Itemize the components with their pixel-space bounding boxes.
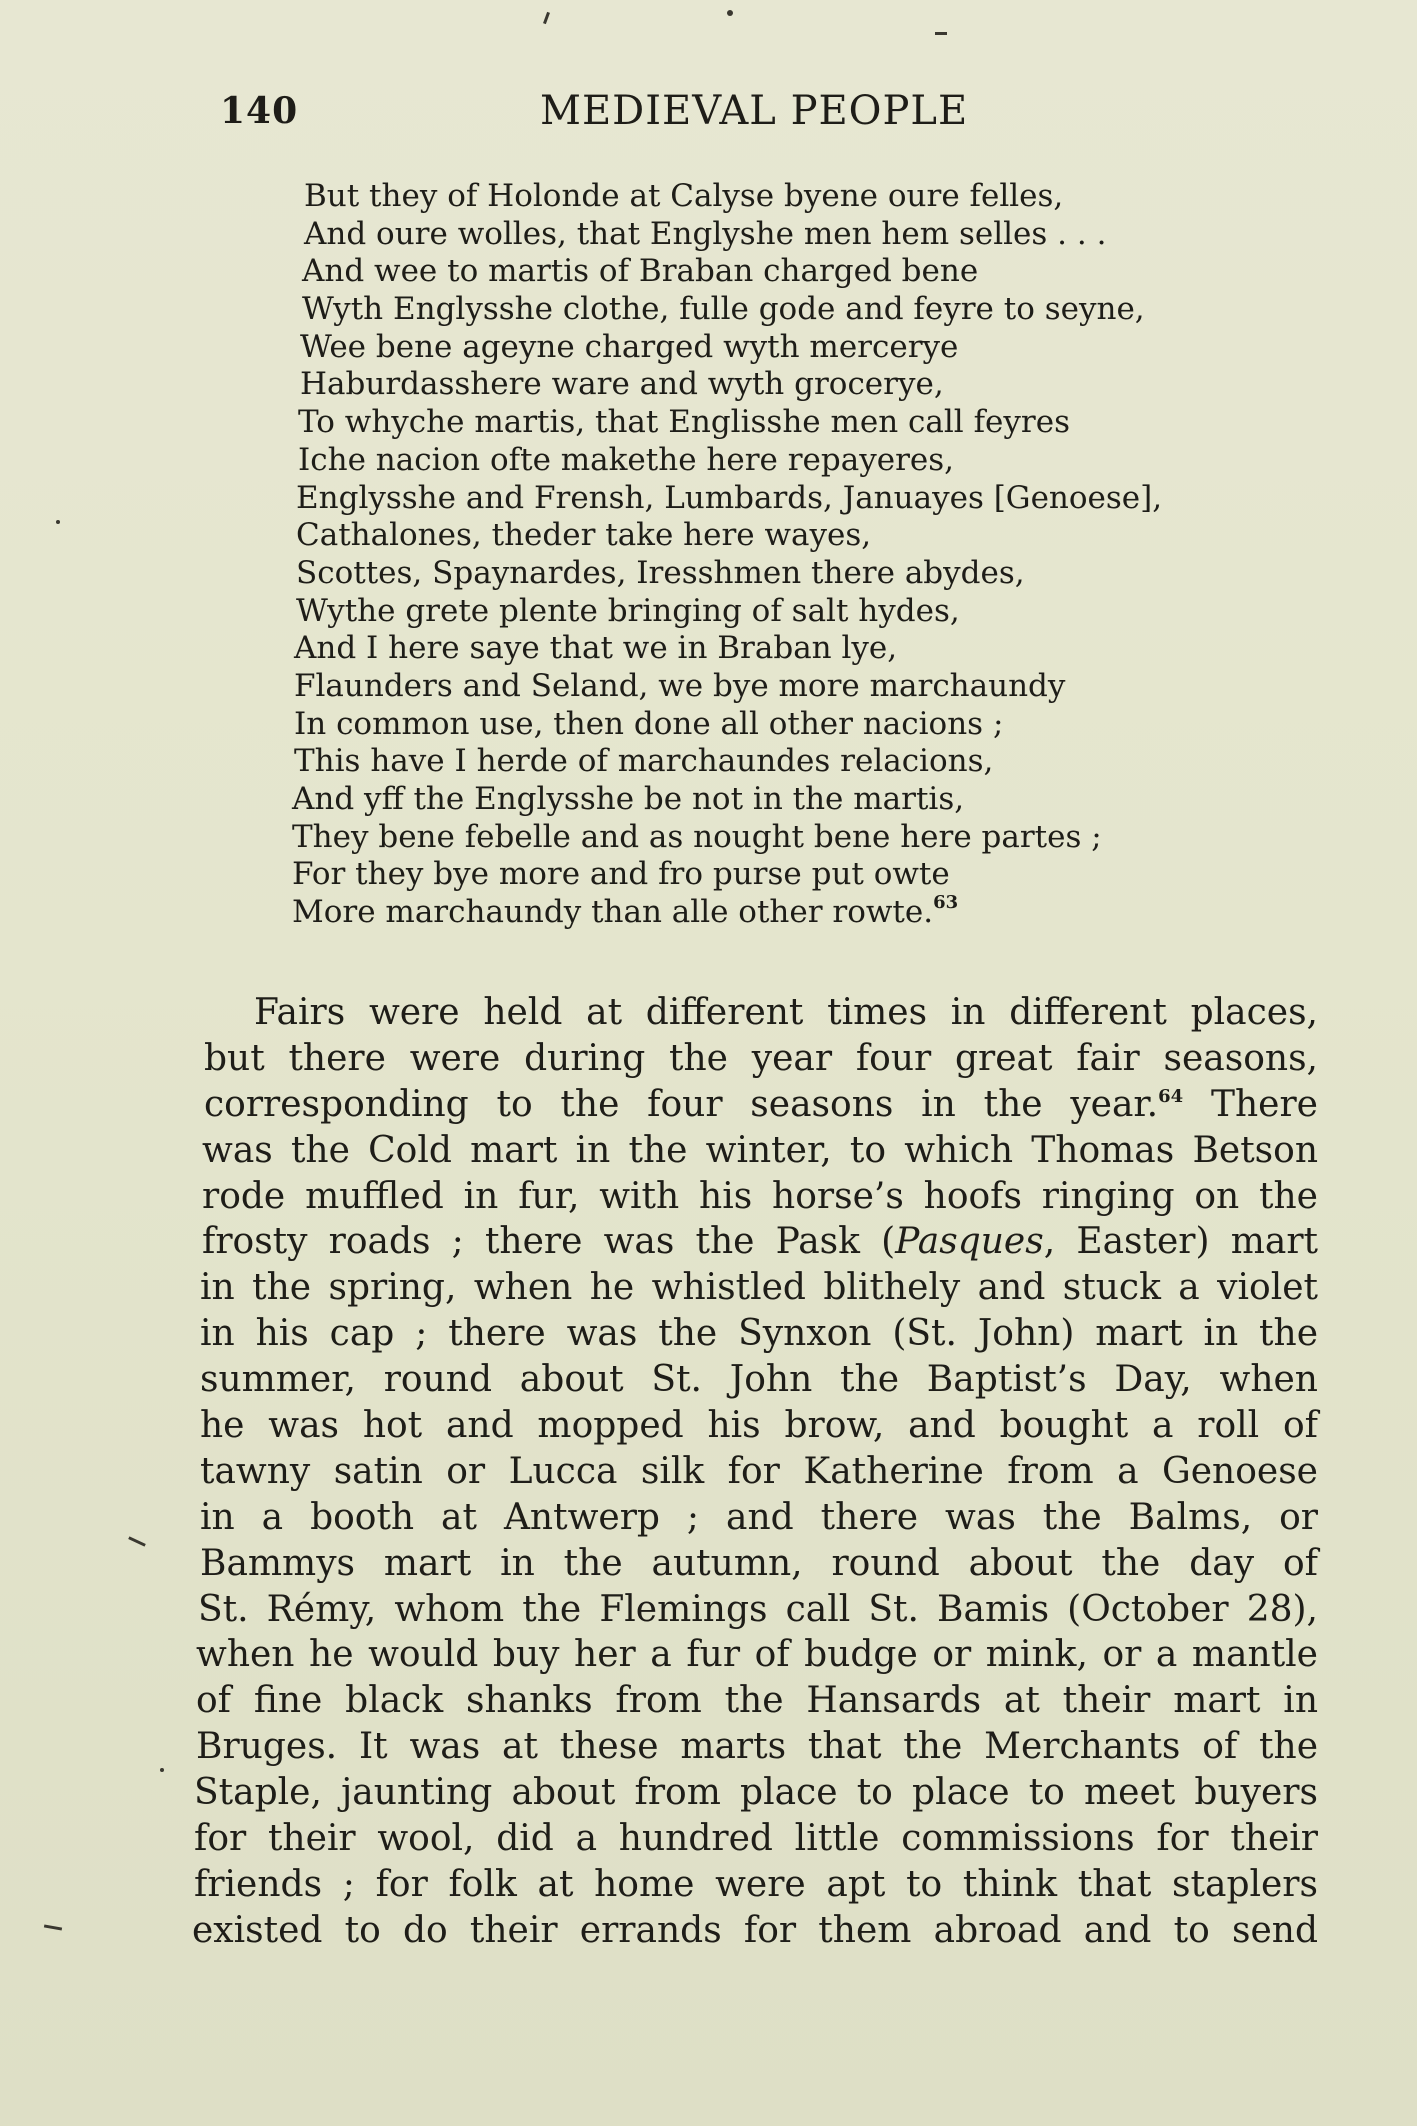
verse-quotation	[292, 178, 1292, 932]
paragraph-line-text: corresponding to the four seasons in the year.	[204, 1083, 1159, 1125]
ink-speck	[727, 10, 733, 16]
verse-line: For they bye more and fro purse put owte	[292, 856, 950, 893]
paragraph-line: rode muffled in fur, with his horse’s hoofs ringing on the	[202, 1175, 1318, 1217]
verse-line: Wyth Englysshe clothe, fulle gode and feyre to seyne,	[302, 291, 1145, 328]
verse-line: And oure wolles, that Englyshe men hem selles . . .	[304, 215, 1107, 252]
paragraph-line	[202, 1219, 1318, 1265]
verse-line: To whyche martis, that Englisshe men call feyres	[298, 404, 1070, 441]
paragraph-line: Fairs were held at different times in different places,	[254, 992, 1318, 1033]
verse-line: Flaunders and Seland, we bye more marchaundy	[294, 667, 1066, 704]
paragraph-line: in his cap ; there was the Synxon (St. John) mart in the	[200, 1313, 1318, 1355]
ink-speck	[128, 1536, 146, 1546]
verse-line: And wee to martis of Braban charged bene	[302, 253, 979, 290]
paragraph-line: friends ; for folk at home were apt to think that staplers	[194, 1863, 1318, 1905]
ink-speck	[935, 32, 947, 35]
paragraph-line: for their wool, did a hundred little commissions for their	[194, 1818, 1318, 1860]
paragraph-line: existed to do their errands for them abroad and to send	[192, 1909, 1318, 1951]
paragraph-line: in the spring, when he whistled blithely and stuck a violet	[200, 1267, 1318, 1309]
verse-last-line	[292, 894, 1292, 932]
verse-line: Cathalones, theder take here wayes,	[296, 517, 872, 554]
footnote-marker: 63	[933, 892, 959, 914]
ink-speck	[543, 12, 550, 24]
verse-line: In common use, then done all other nacions ;	[294, 705, 1004, 742]
ink-speck	[44, 1924, 62, 1930]
paragraph-line-text: , Easter) mart	[1043, 1221, 1318, 1263]
paragraph-line: Bruges. It was at these marts that the Merchants of the	[196, 1726, 1318, 1768]
verse-line: Scottes, Spaynardes, Iresshmen there abydes,	[296, 554, 1025, 591]
paragraph-line: tawny satin or Lucca silk for Katherine from a Genoese	[200, 1450, 1318, 1492]
paragraph-line: in a booth at Antwerp ; and there was the Balms, or	[200, 1496, 1318, 1538]
paragraph-line-text: frosty roads ; there was the Pask (	[202, 1221, 896, 1263]
paragraph-line: of fine black shanks from the Hansards at their mart in	[196, 1680, 1318, 1722]
verse-line: Haburdasshere ware and wyth groceryе,	[300, 366, 944, 403]
verse-line-text: More marchaundy than alle other rowte.	[292, 894, 934, 931]
verse-line: And I here saye that we in Braban lye,	[294, 630, 898, 667]
body-paragraph	[192, 990, 1318, 1954]
paragraph-line: was the Cold mart in the winter, to which Thomas Betson	[202, 1129, 1318, 1171]
paragraph-line: Staple, jaunting about from place to place to meet buyers	[194, 1772, 1318, 1814]
verse-line: This have I herde of marchaundes relacions,	[294, 743, 994, 780]
verse-line: But they of Holonde at Calyse byene oure felles,	[304, 178, 1064, 214]
paragraph-line: when he would buy her a fur of budge or mink, or a mantle	[196, 1634, 1318, 1676]
page-number: 140	[220, 90, 299, 132]
paragraph-line	[204, 1082, 1318, 1128]
paragraph-line: but there were during the year four great fair seasons,	[204, 1037, 1318, 1079]
footnote-marker: 64	[1158, 1085, 1184, 1107]
page-header	[220, 82, 1300, 142]
running-head: MEDIEVAL PEOPLE	[540, 88, 969, 134]
paragraph-line: summer, round about St. John the Baptist’s Day, when	[200, 1359, 1318, 1401]
verse-line: Englysshe and Frensh, Lumbards, Januayes [Genoese],	[296, 479, 1163, 516]
italic-word: Pasques	[895, 1221, 1044, 1263]
ink-speck	[56, 520, 60, 524]
paragraph-line: Bammys mart in the autumn, round about the day of	[200, 1542, 1318, 1584]
paragraph-line-text: There	[1183, 1083, 1318, 1125]
verse-line: Iche nacion ofte makethe here repayeres,	[298, 441, 955, 478]
verse-line: Wee bene ageyne charged wyth mercerye	[300, 328, 959, 365]
paragraph-line: St. Rémy, whom the Flemings call St. Bamis (October 28),	[198, 1588, 1318, 1630]
verse-line: They bene febelle and as nought bene here partes ;	[292, 818, 1102, 855]
verse-line: Wythe grete plente bringing of salt hydes,	[296, 592, 960, 629]
paragraph-line: he was hot and mopped his brow, and bought a roll of	[200, 1405, 1318, 1447]
ink-speck	[160, 1768, 164, 1772]
verse-line: And yff the Englysshe be not in the martis,	[292, 781, 965, 817]
